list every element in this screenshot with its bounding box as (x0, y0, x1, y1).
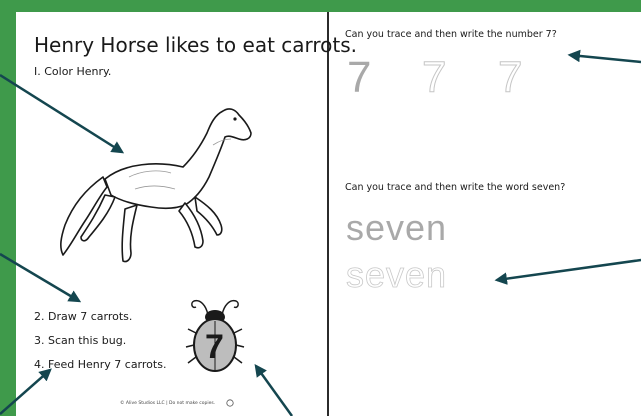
copyright-footer: © Alive Studios LLC | Do not make copies. (120, 401, 216, 406)
trace-word-question: Can you trace and then write the word seven? (345, 182, 566, 193)
step-scan-bug: 3. Scan this bug. (34, 334, 127, 347)
digit-trace: 7 (498, 53, 523, 102)
step-color-henry: I. Color Henry. (34, 65, 112, 78)
digit-solid: 7 (347, 53, 372, 102)
arrow-to-bug (256, 366, 292, 416)
ladybug-number: 7 (205, 328, 224, 366)
digit-trace: 7 (422, 53, 447, 102)
worksheet-title: Henry Horse likes to eat carrots. (34, 33, 358, 57)
step-draw-carrots: 2. Draw 7 carrots. (34, 310, 133, 323)
word-solid: seven (346, 207, 448, 248)
arrow-to-horse (0, 75, 122, 152)
arrow-to-number-question (570, 55, 641, 62)
word-trace: seven (346, 254, 448, 295)
arrow-to-feed-henry (0, 370, 50, 414)
trace-number-question: Can you trace and then write the number 7? (345, 29, 557, 40)
step-feed-henry: 4. Feed Henry 7 carrots. (34, 358, 167, 371)
arrow-to-word-trace (497, 260, 641, 280)
arrow-to-draw-carrots (0, 254, 79, 301)
